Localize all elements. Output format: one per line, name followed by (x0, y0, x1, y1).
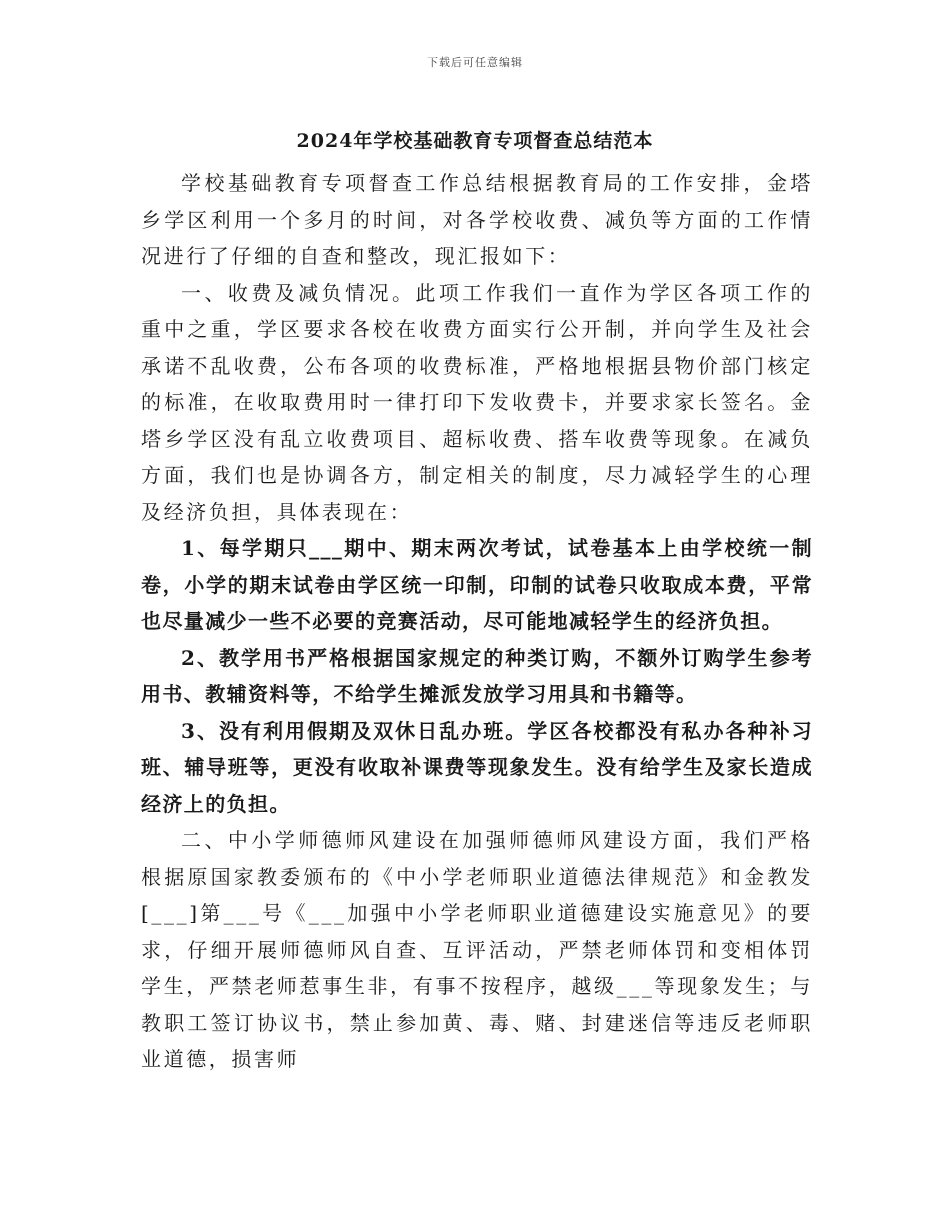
paragraph-section-1: 一、收费及减负情况。此项工作我们一直作为学区各项工作的重中之重，学区要求各校在收费方面实行公开制，并向学生及社会承诺不乱收费，公布各项的收费标准，严格地根据县物价部门核定的标准，在收取费用时一律打印下发收费卡，并要求家长签名。金塔乡学区没有乱立收费项目、超标收费、搭车收费等现象。在减负方面，我们也是协调各方，制定相关的制度，尽力减轻学生的心理及经济负担，具体表现在： (141, 280, 813, 524)
paragraph-item-2: 2、教学用书严格根据国家规定的种类订购，不额外订购学生参考用书、教辅资料等，不给学生摊派发放学习用具和书籍等。 (141, 645, 813, 706)
header-note: 下载后可任意编辑 (427, 56, 523, 69)
document-title: 2024年学校基础教育专项督查总结范本 (296, 130, 654, 152)
document-body (141, 165, 813, 1078)
paragraph-item-3: 3、没有利用假期及双休日乱办班。学区各校都没有私办各种补习班、辅导班等，更没有收取补课费等现象发生。没有给学生及家长造成经济上的负担。 (141, 718, 813, 816)
paragraph-item-1: 1、每学期只___期中、期末两次考试，试卷基本上由学校统一制卷，小学的期末试卷由学区统一印制，印制的试卷只收取成本费，平常也尽量减少一些不必要的竞赛活动，尽可能地减轻学生的经济负担。 (141, 536, 813, 633)
paragraph-intro: 学校基础教育专项督查工作总结根据教育局的工作安排，金塔乡学区利用一个多月的时间，对各学校收费、减负等方面的工作情况进行了仔细的自查和整改，现汇报如下： (141, 171, 813, 268)
paragraph-section-2: 二、中小学师德师风建设在加强师德师风建设方面，我们严格根据原国家教委颁布的《中小学老师职业道德法律规范》和金教发[___]第___号《___加强中小学老师职业道德建设实施意见》的要求，仔细开展师德师风自查、互评活动，严禁老师体罚和变相体罚学生，严禁老师惹事生非，有事不按程序，越级___等现象发生；与教职工签订协议书，禁止参加黄、毒、赌、封建迷信等违反老师职业道德，损害师 (141, 828, 813, 1071)
